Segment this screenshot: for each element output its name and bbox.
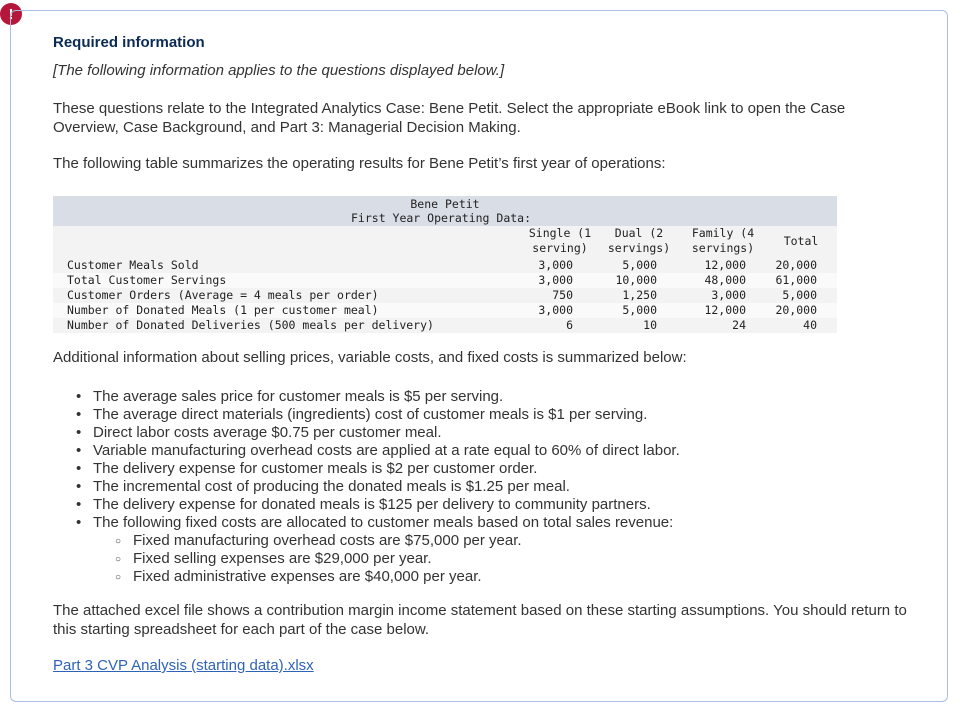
cell-single: 6 bbox=[566, 318, 573, 332]
table-row bbox=[53, 318, 837, 333]
table-row bbox=[53, 258, 837, 273]
cell-total: 20,000 bbox=[775, 303, 817, 317]
cell-dual: 1,250 bbox=[622, 288, 657, 302]
row-label: Number of Donated Deliveries (500 meals per delivery) bbox=[67, 318, 434, 332]
sub-list-item: ○ Fixed manufacturing overhead costs are $75,000 per year. bbox=[53, 532, 903, 550]
assumptions-list bbox=[53, 388, 903, 586]
cell-total: 40 bbox=[803, 318, 817, 332]
additional-info-intro: Additional information about selling prices, variable costs, and fixed costs is summarized below: bbox=[53, 349, 687, 366]
cell-total: 61,000 bbox=[775, 273, 817, 287]
fixed-costs-sublist bbox=[53, 532, 903, 586]
operating-data-table bbox=[53, 196, 837, 333]
cell-family: 12,000 bbox=[704, 258, 746, 272]
cell-total: 5,000 bbox=[782, 288, 817, 302]
cell-family: 24 bbox=[732, 318, 746, 332]
following-note: [The following information applies to the questions displayed below.] bbox=[53, 62, 505, 79]
sub-list-item: ○ Fixed selling expenses are $29,000 per year. bbox=[53, 550, 903, 568]
cell-dual: 10,000 bbox=[615, 273, 657, 287]
cell-single: 3,000 bbox=[538, 258, 573, 272]
table-title: Bene Petit bbox=[410, 197, 480, 211]
list-item: • Variable manufacturing overhead costs are applied at a rate equal to 60% of direct labor. bbox=[53, 442, 903, 460]
cell-family: 12,000 bbox=[704, 303, 746, 317]
sub-list-item: ○ Fixed administrative expenses are $40,000 per year. bbox=[53, 568, 903, 586]
header-dual: Dual (2 servings) bbox=[607, 226, 671, 255]
cell-single: 3,000 bbox=[538, 273, 573, 287]
header-total: Total bbox=[783, 234, 819, 248]
table-title-bar bbox=[53, 196, 837, 226]
alert-icon: ! bbox=[0, 3, 22, 25]
cell-single: 750 bbox=[552, 288, 573, 302]
table-body bbox=[53, 258, 837, 333]
list-item: • Direct labor costs average $0.75 per customer meal. bbox=[53, 424, 903, 442]
cell-dual: 5,000 bbox=[622, 303, 657, 317]
list-item: • The following fixed costs are allocated to customer meals based on total sales revenue: bbox=[53, 514, 903, 532]
table-row bbox=[53, 303, 837, 318]
cell-total: 20,000 bbox=[775, 258, 817, 272]
list-item: • The average direct materials (ingredients) cost of customer meals is $1 per serving. bbox=[53, 406, 903, 424]
list-item: • The average sales price for customer meals is $5 per serving. bbox=[53, 388, 903, 406]
closing-paragraph: The attached excel file shows a contribution margin income statement based on these starting assumptions. You should return to this starting spreadsheet for each part of the case below. bbox=[53, 602, 907, 638]
excel-file-link[interactable]: Part 3 CVP Analysis (starting data).xlsx bbox=[53, 657, 314, 674]
row-label: Customer Meals Sold bbox=[67, 258, 199, 272]
cell-dual: 5,000 bbox=[622, 258, 657, 272]
row-label: Total Customer Servings bbox=[67, 273, 227, 287]
cell-dual: 10 bbox=[643, 318, 657, 332]
table-row bbox=[53, 273, 837, 288]
table-intro: The following table summarizes the operating results for Bene Petit’s first year of operations: bbox=[53, 155, 666, 172]
cell-single: 3,000 bbox=[538, 303, 573, 317]
header-family: Family (4 servings) bbox=[691, 226, 755, 255]
intro-paragraph: These questions relate to the Integrated Analytics Case: Bene Petit. Select the appropriate eBook link to open the Case Overview, Case Background, and Part 3: Managerial Decision Making. bbox=[53, 100, 846, 136]
header-single: Single (1 serving) bbox=[528, 226, 592, 255]
list-item: • The incremental cost of producing the donated meals is $1.25 per meal. bbox=[53, 478, 903, 496]
cell-family: 48,000 bbox=[704, 273, 746, 287]
list-item: • The delivery expense for donated meals is $125 per delivery to community partners. bbox=[53, 496, 903, 514]
row-label: Number of Donated Meals (1 per customer meal) bbox=[67, 303, 379, 317]
column-headers bbox=[53, 226, 837, 258]
table-row bbox=[53, 288, 837, 303]
required-info-title: Required information bbox=[53, 34, 205, 51]
cell-family: 3,000 bbox=[711, 288, 746, 302]
list-item: • The delivery expense for customer meals is $2 per customer order. bbox=[53, 460, 903, 478]
table-subtitle: First Year Operating Data: bbox=[351, 211, 532, 225]
row-label: Customer Orders (Average = 4 meals per order) bbox=[67, 288, 379, 302]
